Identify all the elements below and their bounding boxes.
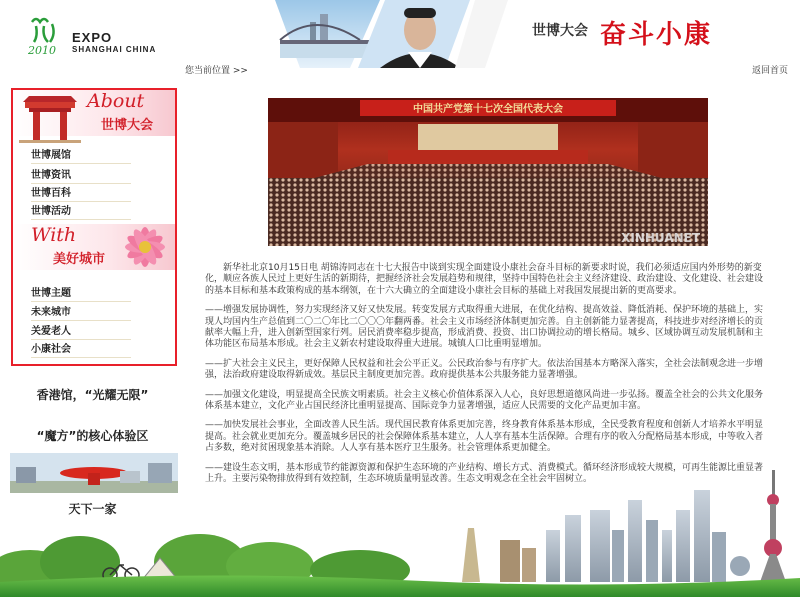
banner-photos bbox=[240, 0, 530, 68]
sidebar-item-activities[interactable]: 世博活动 bbox=[31, 202, 131, 220]
feature-title[interactable]: 香港馆，“光耀无限” bbox=[36, 388, 149, 402]
back-home-link[interactable]: 返回首页 bbox=[752, 66, 789, 76]
city-skyline-footer bbox=[0, 470, 800, 597]
breadcrumb: 您当前位置 >> bbox=[185, 66, 248, 76]
banner-subtitle: 世博大会 bbox=[532, 23, 588, 39]
flower-icon bbox=[117, 220, 173, 274]
feature-bottom-title[interactable]: 天下一家 bbox=[68, 502, 117, 516]
congress-photo bbox=[268, 98, 708, 246]
article-paragraph: ——加强文化建设，明显提高全民族文明素质。社会主义核心价值体系深入人心，良好思想道德风尚进一步弘扬。覆盖全社会的公共文化服务体系基本建立，文化产业占国民经济比重明显提高、国际竞争力显著增强，适应人民需要的文化产品更加丰富。 bbox=[205, 389, 764, 412]
china-pavilion-icon bbox=[19, 92, 81, 144]
sidebar-section-header-city bbox=[13, 224, 175, 270]
section-title-expo: 世博大会 bbox=[101, 118, 154, 133]
article-body bbox=[205, 263, 770, 494]
article-paragraph: ——增强发展协调性，努力实现经济又好又快发展。转变发展方式取得重大进展，在优化结构、提高效益、降低消耗、保护环境的基础上，实现人均国内生产总值到二〇二〇年比二〇〇〇年翻两番。社会主义市场经济体制更加完善。自主创新能力显著提高，科技进步对经济增长的贡献率大幅上升，进入创新型国家行列。居民消费率稳步提高，形成消费、投资、出口协调拉动的增长格局。城乡、区域协调互动发展机制和主体功能区布局基本形成。社会主义新农村建设取得重大进展。城镇人口比重明显增加。 bbox=[205, 305, 764, 350]
article-paragraph: ——扩大社会主义民主，更好保障人民权益和社会公平正义。公民政治参与有序扩大。依法治国基本方略深入落实，全社会法制观念进一步增强，法治政府建设取得新成效。基层民主制度更加完善。政府提供基本公共服务能力显著增强。 bbox=[205, 358, 764, 381]
sidebar-section-header-about bbox=[13, 90, 175, 136]
sidebar-item-theme[interactable]: 世博主题 bbox=[31, 284, 131, 302]
sidebar-item-pavilions[interactable]: 世博展馆 bbox=[31, 146, 131, 164]
svg-text:2010: 2010 bbox=[28, 44, 56, 56]
article-paragraph: ——加快发展社会事业，全面改善人民生活。现代国民教育体系更加完善，终身教育体系基本形成，全民受教育程度和创新人才培养水平明显提高。社会就业更加充分。覆盖城乡居民的社会保障体系基本建立，人人享有基本生活保障。合理有序的收入分配格局基本形成，中等收入者占多数，绝对贫困现象基本消除。人人享有基本医疗卫生服务。社会管理体系更加健全。 bbox=[205, 420, 764, 454]
logo-subtext: SHANGHAI CHINA bbox=[72, 45, 157, 54]
header bbox=[0, 0, 800, 76]
sidebar-item-xiaokang[interactable]: 小康社会 bbox=[31, 340, 131, 358]
sidebar-item-news[interactable]: 世博资讯 bbox=[31, 166, 131, 184]
photo-watermark: XINHUANET bbox=[621, 231, 700, 245]
feature-subtitle[interactable]: “魔方”的核心体验区 bbox=[36, 429, 149, 443]
sidebar-item-encyclopedia[interactable]: 世博百科 bbox=[31, 184, 131, 202]
article-paragraph: ——建设生态文明，基本形成节约能源资源和保护生态环境的产业结构、增长方式、消费模式。循环经济形成较大规模，可再生能源比重显著上升。主要污染物排放得到有效控制，生态环境质量明显改善。生态文明观念在全社会牢固树立。 bbox=[205, 462, 764, 485]
hall-banner-text: 中国共产党第十七次全国代表大会 bbox=[413, 104, 563, 115]
section-script-about: About bbox=[87, 90, 145, 112]
sidebar-nav bbox=[11, 88, 177, 366]
article-paragraph: 新华社北京10月15日电 胡锦涛同志在十七大报告中谈到实现全面建设小康社会奋斗目标的新要求时说，我们必须适应国内外形势的新变化，顺应各族人民过上更好生活的新期待，把握经济社会发展趋势和规律，坚持中国特色社会主义经济建设、政治建设、文化建设、社会建设的基本目标和基本政策构成的基本纲领，在十六大确立的全面建设小康社会目标的基础上对我国发展提出新的更高要求。 bbox=[205, 263, 764, 296]
logo-text: EXPO bbox=[72, 30, 113, 45]
banner-title: 奋斗小康 bbox=[600, 20, 713, 50]
sidebar-item-future-city[interactable]: 未来城市 bbox=[31, 303, 131, 321]
section-script-with: With bbox=[31, 224, 77, 246]
section-title-city: 美好城市 bbox=[53, 252, 106, 267]
expo-logo-icon[interactable] bbox=[26, 14, 66, 56]
sidebar-item-elderly-care[interactable]: 关爱老人 bbox=[31, 322, 131, 340]
